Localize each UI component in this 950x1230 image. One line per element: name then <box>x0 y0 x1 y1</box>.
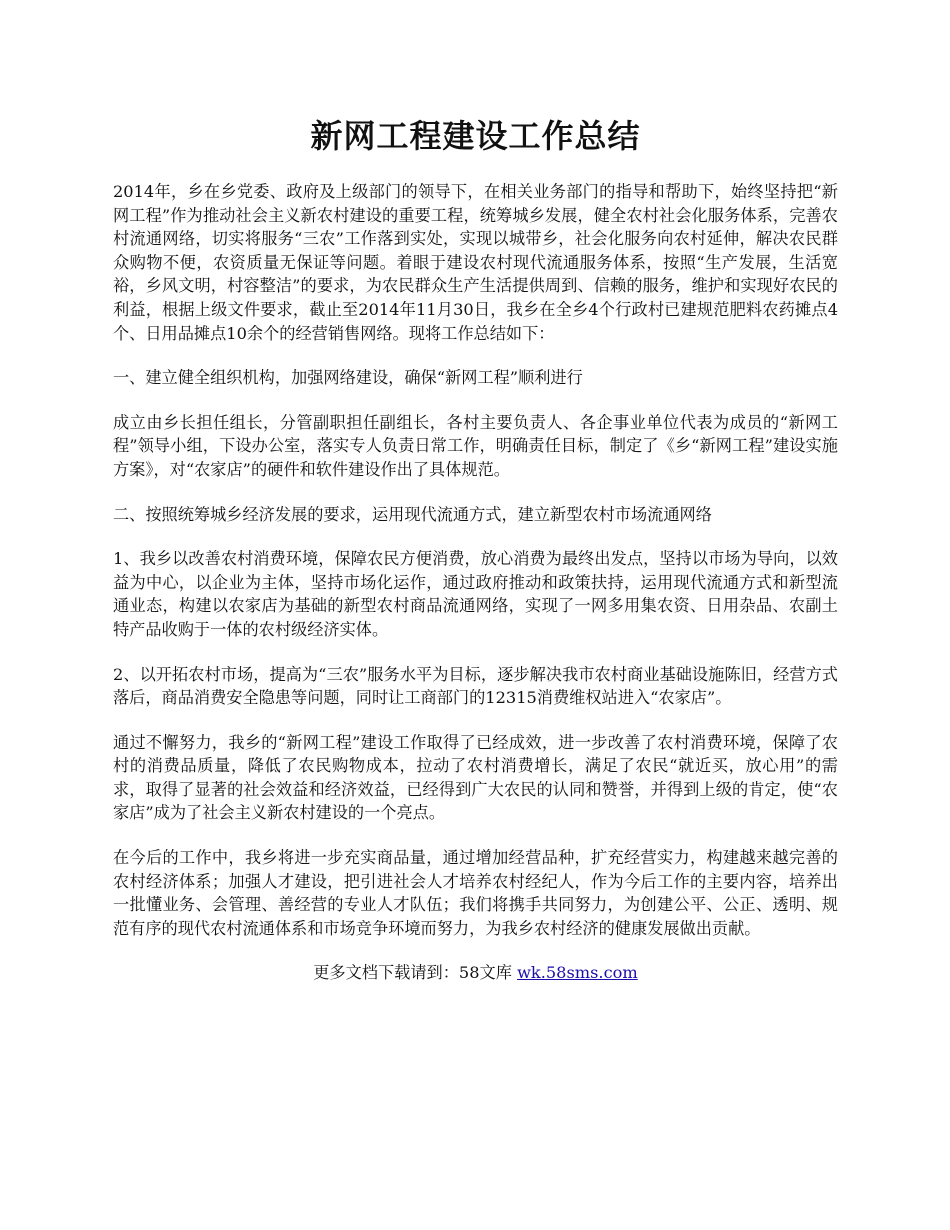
download-site-link[interactable]: wk.58sms.com <box>517 963 638 983</box>
section-2-item-2: 2、以开拓农村市场，提高为“三农”服务水平为目标，逐步解决我市农村商业基础设施陈旧，经营方式落后，商品消费安全隐患等问题，同时让工商部门的12315消费维权站进入“农家店”。 <box>113 664 838 708</box>
document-title: 新网工程建设工作总结 <box>310 117 641 155</box>
section-heading-1: 一、建立健全组织机构，加强网络建设，确保“新网工程”顺利进行 <box>113 368 583 388</box>
future-plans-paragraph: 在今后的工作中，我乡将进一步充实商品量，通过增加经营品种，扩充经营实力，构建越来越完善的农村经济体系；加强人才建设，把引进社会人才培养农村经纪人，作为今后工作的主要内容，培养出一批懂业务、会管理、善经营的专业人才队伍；我们将携手共同努力，为创建公平、公正、透明、规范有序的现代农村流通体系和市场竞争环境而努力，为我乡农村经济的健康发展做出贡献。 <box>113 848 838 938</box>
section-1-paragraph: 成立由乡长担任组长，分管副职担任副组长，各村主要负责人、各企事业单位代表为成员的“新网工程”领导小组，下设办公室，落实专人负责日常工作，明确责任目标，制定了《乡“新网工程”建设实施方案》，对“农家店”的硬件和软件建设作出了具体规范。 <box>113 412 838 479</box>
section-heading-2: 二、按照统筹城乡经济发展的要求，运用现代流通方式，建立新型农村市场流通网络 <box>113 504 712 524</box>
download-footer <box>113 961 838 985</box>
intro-paragraph: 2014年，乡在乡党委、政府及上级部门的领导下，在相关业务部门的指导和帮助下，始终坚持把“新网工程”作为推动社会主义新农村建设的重要工程，统筹城乡发展，健全农村社会化服务体系，完善农村流通网络，切实将服务“三农”工作落到实处，实现以城带乡，社会化服务向农村延伸，解决农民群众购物不便，农资质量无保证等问题。着眼于建设农村现代流通服务体系，按照“生产发展，生活宽裕，乡风文明，村容整洁”的要求，为农民群众生产生活提供周到、信赖的服务，维护和实现好农民的利益，根据上级文件要求，截止至2014年11月30日，我乡在全乡4个行政村已建规范肥料农药摊点4个、日用品摊点10余个的经营销售网络。现将工作总结如下： <box>113 182 838 343</box>
section-2-item-1: 1、我乡以改善农村消费环境，保障农民方便消费，放心消费为最终出发点，坚持以市场为导向，以效益为中心，以企业为主体，坚持市场化运作，通过政府推动和政策扶持，运用现代流通方式和新型流通业态，构建以农家店为基础的新型农村商品流通网络，实现了一网多用集农资、日用杂品、农副土特产品收购于一体的农村级经济实体。 <box>113 549 838 639</box>
results-paragraph: 通过不懈努力，我乡的“新网工程”建设工作取得了已经成效，进一步改善了农村消费环境，保障了农村的消费品质量，降低了农民购物成本，拉动了农村消费增长，满足了农民“就近买，放心用”的需求，取得了显著的社会效益和经济效益，已经得到广大农民的认同和赞誉，并得到上级的肯定，使“农家店”成为了社会主义新农村建设的一个亮点。 <box>113 732 838 823</box>
document-page <box>113 112 838 985</box>
footer-prefix: 更多文档下载请到：58文库 <box>313 963 518 983</box>
